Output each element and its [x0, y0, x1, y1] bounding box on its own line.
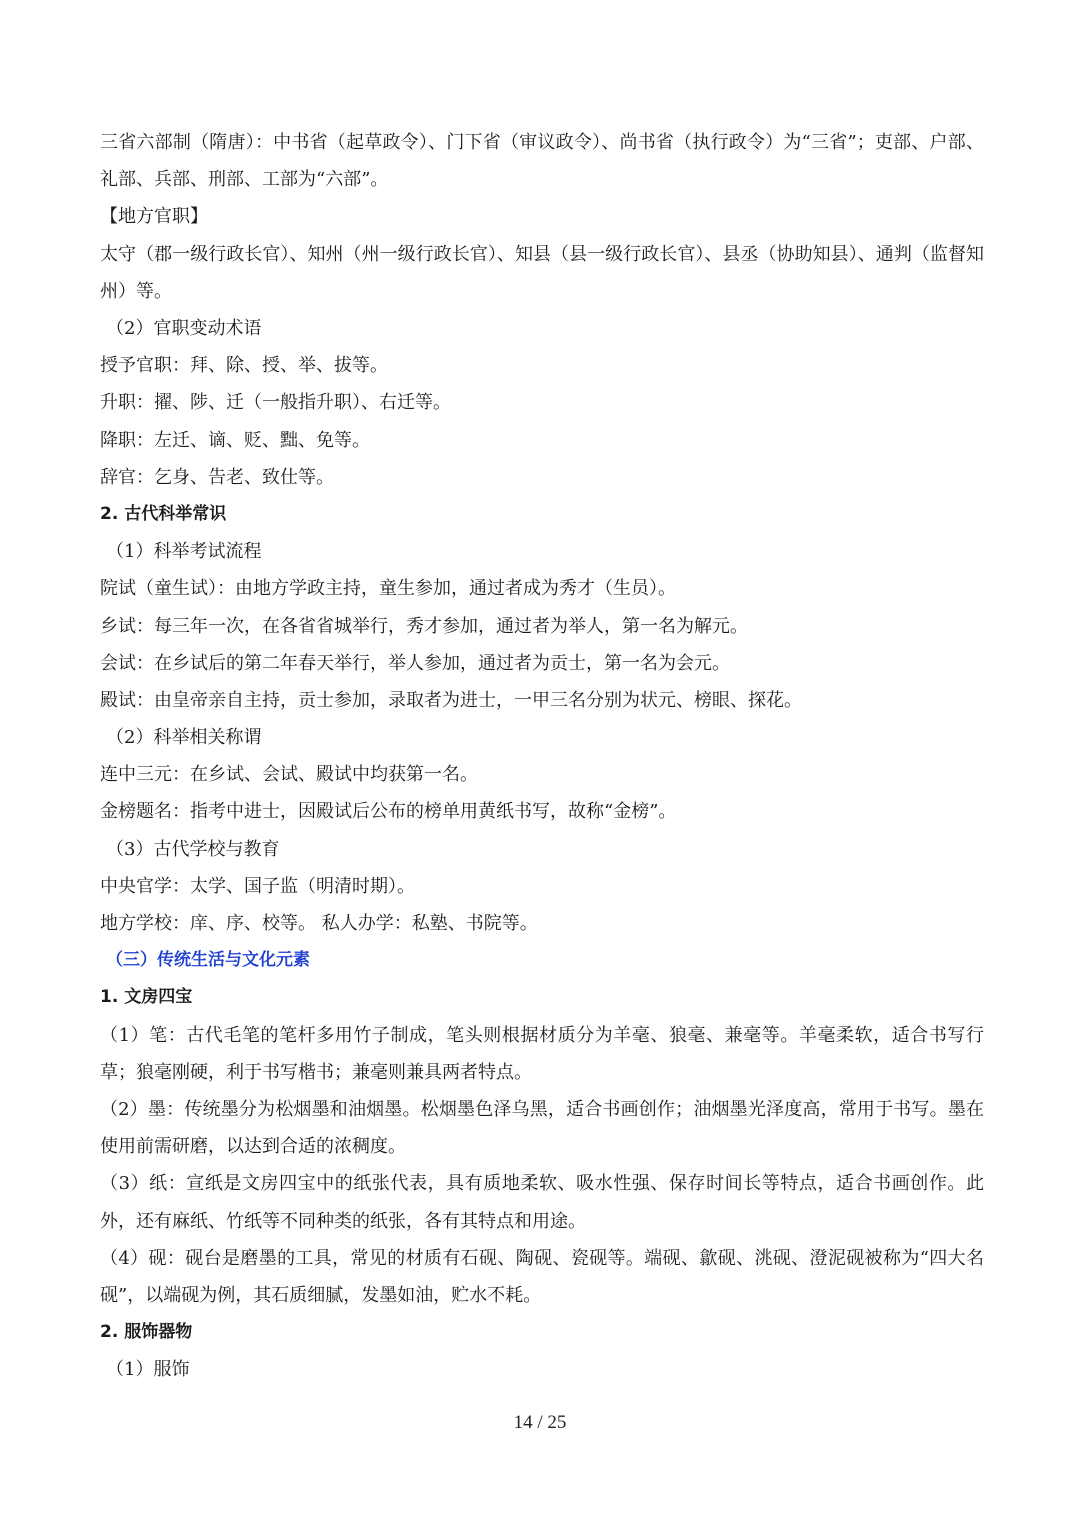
- line-grant-office: 授予官职：拜、除、授、举、拔等。: [100, 355, 388, 377]
- heading-wenfang: 1. 文房四宝: [100, 987, 193, 1008]
- line-local-school: 地方学校：庠、序、校等。 私人办学：私塾、书院等。: [100, 913, 538, 934]
- heading-keju: 2. 古代科举常识: [100, 503, 227, 524]
- paragraph-ink: （2）墨：传统墨分为松烟墨和油烟墨。松烟墨色泽乌黑，适合书画创作；油烟墨光泽度高，常用于书写。墨在使用前需研磨，以达到合适的浓稠度。: [100, 1098, 984, 1158]
- heading-school: （3）古代学校与教育: [106, 838, 280, 860]
- paragraph-brush: （1）笔：古代毛笔的笔杆多用竹子制成，笔头则根据材质分为羊毫、狼毫、兼毫等。羊毫柔软，适合书写行草；狼毫刚硬，利于书写楷书；兼毫则兼具两者特点。: [100, 1024, 984, 1083]
- line-huishi: 会试：在乡试后的第二年春天举行，举人参加，通过者为贡士，第一名为会元。: [100, 652, 730, 674]
- heading-section-three: （三）传统生活与文化元素: [106, 950, 310, 971]
- line-central-school: 中央官学：太学、国子监（明清时期）。: [100, 875, 415, 897]
- paragraph-paper: （3）纸：宣纸是文房四宝中的纸张代表，具有质地柔软、吸水性强、保存时间长等特点，适合书画创作。此外，还有麻纸、竹纸等不同种类的纸张，各有其特点和用途。: [100, 1173, 984, 1232]
- document-body: [100, 124, 984, 1389]
- line-lianzhong: 连中三元：在乡试、会试、殿试中均获第一名。: [100, 764, 478, 786]
- line-resignation: 辞官：乞身、告老、致仕等。: [100, 466, 334, 488]
- line-jinbang: 金榜题名：指考中进士，因殿试后公布的榜单用黄纸书写，故称“金榜”。: [100, 801, 677, 823]
- page-number: 14 / 25: [513, 1412, 567, 1433]
- line-yuanshi: 院试（童生试）：由地方学政主持，童生参加，通过者成为秀才（生员）。: [100, 578, 676, 600]
- heading-keju-flow: （1）科举考试流程: [106, 541, 262, 563]
- heading-clothing: 2. 服饰器物: [100, 1322, 193, 1343]
- heading-keju-titles: （2）科举相关称谓: [106, 727, 262, 749]
- paragraph-inkstone: （4）砚：砚台是磨墨的工具，常见的材质有石砚、陶砚、瓷砚等。端砚、歙砚、洮砚、澄泥砚被称为“四大名砚”，以端砚为例，其石质细腻，发墨如油，贮水不耗。: [100, 1247, 984, 1306]
- heading-official-terms: （2）官职变动术语: [106, 318, 262, 339]
- heading-local-officials: 【地方官职】: [100, 206, 208, 228]
- line-demotion: 降职：左迁、谪、贬、黜、免等。: [100, 429, 370, 451]
- line-dianshi: 殿试：由皇帝亲自主持，贡士参加，录取者为进士，一甲三名分别为状元、榜眼、探花。: [100, 689, 802, 711]
- line-xiangshi: 乡试：每三年一次，在各省省城举行，秀才参加，通过者为举人，第一名为解元。: [100, 615, 748, 637]
- paragraph-local-officials: 太守（郡一级行政长官）、知州（州一级行政长官）、知县（县一级行政长官）、县丞（协助知县）、通判（监督知州）等。: [100, 243, 984, 302]
- heading-fushi: （1）服饰: [106, 1359, 190, 1381]
- line-promotion: 升职：擢、陟、迁（一般指升职）、右迁等。: [100, 392, 451, 414]
- paragraph-three-departments: 三省六部制（隋唐）：中书省（起草政令）、门下省（审议政令）、尚书省（执行政令）为“三省”；吏部、户部、礼部、兵部、刑部、工部为“六部”。: [100, 132, 984, 191]
